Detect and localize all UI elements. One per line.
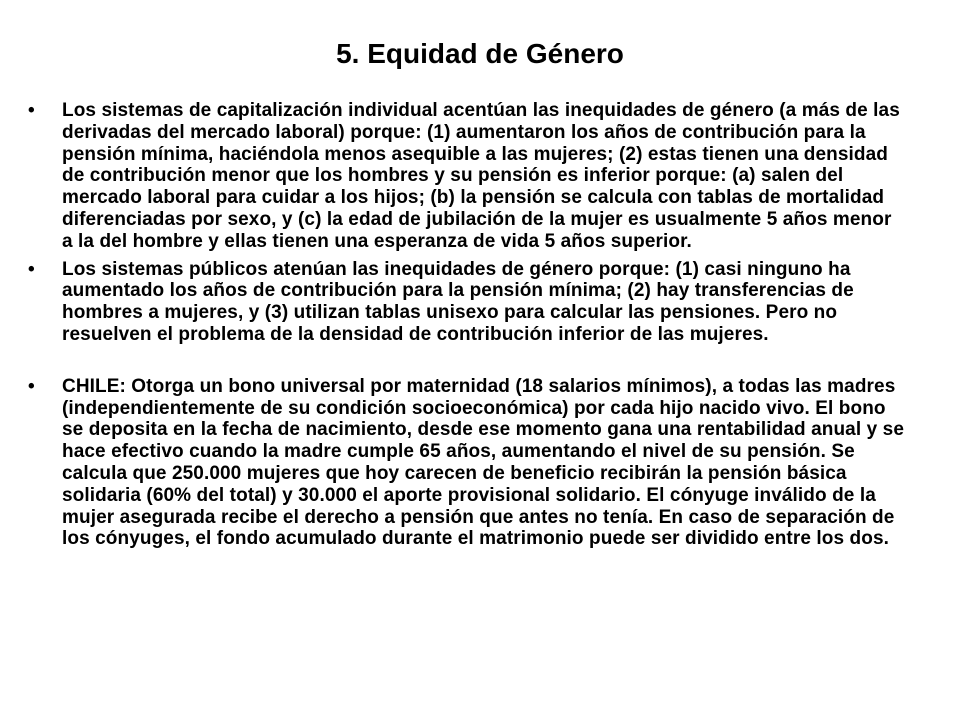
bullet-item: [24, 259, 904, 346]
bullet-icon: •: [28, 375, 35, 397]
bullet-text: Los sistemas de capitalización individual acentúan las inequidades de género (a más de las derivadas del mercado laboral) porque: (1) aumentaron los años de contribución para la pensión mínima, haciéndola menos asequible a las mujeres; (2) estas tienen una densidad de contribución menor que los hombres y su pensión es inferior porque: (a) salen del mercado laboral para cuidar a los hijos; (b) la pensión se calcula con tablas de mortalidad diferenciadas por sexo, y (c) la edad de jubilación de la mujer es usualmente 5 años menor a la del hombre y ellas tienen una esperanza de vida 5 años superior.: [62, 100, 900, 252]
slide-title: 5. Equidad de Género: [336, 38, 624, 69]
bullet-icon: •: [28, 100, 35, 121]
bullet-icon: •: [28, 258, 35, 280]
bullet-list: [24, 100, 904, 550]
bullet-item: [24, 100, 904, 253]
bullet-text: CHILE: Otorga un bono universal por maternidad (18 salarios mínimos), a todas las madres (independientemente de su condición socioeconómica) por cada hijo nacido vivo. El bono se deposita en la fecha de nacimiento, desde ese momento gana una rentabilidad anual y se hace efectivo cuando la madre cumple 65 años, aumentando el nivel de su pensión. Se calcula que 250.000 mujeres que hoy carecen de beneficio recibirán la pensión básica solidaria (60% del total) y 30.000 el aporte provisional solidario. El cónyuge inválido de la mujer asegurada recibe el derecho a pensión que antes no tenía. En caso de separación de los cónyuges, el fondo acumulado durante el matrimonio puede ser dividido entre los dos.: [62, 375, 904, 550]
bullet-text: Los sistemas públicos atenúan las inequidades de género porque: (1) casi ninguno ha aumentado los años de contribución para la pensión mínima; (2) hay transferencias de hombres a mujeres, y (3) utilizan tablas unisexo para calcular las pensiones. Pero no resuelven el problema de la densidad de contribución inferior de las mujeres.: [62, 258, 854, 345]
bullet-item: [24, 376, 904, 550]
